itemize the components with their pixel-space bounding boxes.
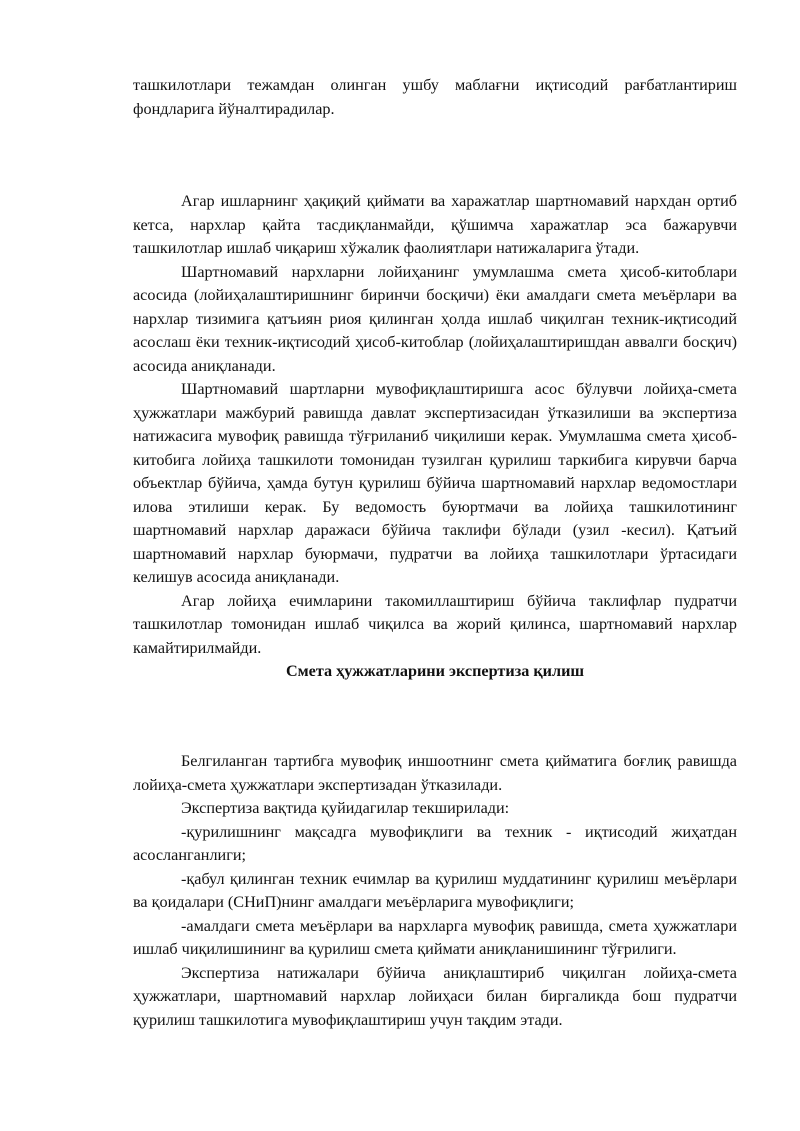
list-item-technical-compliance: -қабул қилинган техник ечимлар ва қурилиш муддатининг қурилиш меъёрлари ва қоидалари (СНиП)нинг амалдаги меъёрларига мувофиқлиги;	[133, 869, 737, 911]
list-item-estimate-correctness: -амалдаги смета меъёрлари ва нархларга мувофиқ равишда, смета ҳужжатлари ишлаб чиқилишининг ва қурилиш смета қиймати аниқланишининг тўғрилиги.	[133, 916, 737, 958]
contract-prices-section	[133, 190, 737, 684]
paragraph-expertise-results: Экспертиза натижалари бўйича аниқлаштириб чиқилган лойиҳа-смета ҳужжатлари, шартномавий нархлар лойиҳаси билан биргаликда бош пудратчи қурилиш ташкилотига мувофиқлаштириш учун тақдим этади.	[133, 963, 737, 1029]
expertise-section	[133, 750, 737, 1032]
paragraph-checked-items: Экспертиза вақтида қуйидагилар текширилади:	[181, 799, 510, 817]
paragraph-improvement-proposals: Агар лойиҳа ечимларини такомиллаштириш бўйича таклифлар пудратчи ташкилотлар томонидан ишлаб чиқилса ва жорий қилинса, шартномавий нархлар камайтирилмайди.	[133, 591, 737, 657]
section-heading: Смета ҳужжатларини экспертиза қилиш	[285, 662, 585, 680]
list-item-feasibility: -қурилишнинг мақсадга мувофиқлиги ва техник - иқтисодий жиҳатдан асосланганлиги;	[133, 822, 737, 864]
paragraph-continuation: ташкилотлари тежамдан олинган ушбу маблағни иқтисодий рағбатлантириш фондларига йўналтирадилар.	[133, 76, 737, 118]
paragraph-expertise-intro: Белгиланган тартибга мувофиқ иншоотнинг смета қийматига боғлиқ равишда лойиҳа-смета ҳужжатлари экспертизадан ўтказилади.	[133, 752, 737, 794]
continuation-section	[133, 74, 737, 121]
paragraph-cost-overrun: Агар ишларнинг ҳақиқий қиймати ва харажатлар шартномавий нархдан ортиб кетса, нархлар қайта тасдиқланмайди, қўшимча харажатлар эса бажарувчи ташкилотлар ишлаб чиқариш хўжалик фаолиятлари натижаларига ўтади.	[133, 192, 737, 257]
paragraph-state-expertise: Шартномавий шартларни мувофиқлаштиришга асос бўлувчи лойиҳа-смета ҳужжатлари мажбурий равишда давлат экспертизасидан ўтказилиши ва экспертиза натижасига мувофиқ равишда тўғриланиб чиқилиши керак. Умумлашма смета ҳисоб-китобига лойиҳа ташкилоти томонидан тузилган қурилиш таркибига кирувчи барча объектлар бўйича, ҳамда бутун қурилиш бўйича шартномавий нархлар ведомостлари илова этилиши керак. Бу ведомость буюртмачи ва лойиҳа ташкилотининг шартномавий нархлар даражаси бўйича таклифи бўлади (узил -кесил). Қатъий шартномавий нархлар буюрмачи, пудратчи ва лойиҳа ташкилотлари ўртасидаги келишув асосида аниқланади.	[133, 380, 737, 586]
paragraph-price-determination: Шартномавий нархларни лойиҳанинг умумлашма смета ҳисоб-китоблари асосида (лойиҳалаштиришнинг биринчи босқичи) ёки амалдаги смета меъёрлари ва нархлар тизимига қатъиян риоя қилинган ҳолда ишлаб чиқилган техник-иқтисодий асослаш ёки техник-иқтисодий ҳисоб-китоблар (лойиҳалаштиришдан аввалги босқич) асосида аниқланади.	[133, 262, 737, 375]
